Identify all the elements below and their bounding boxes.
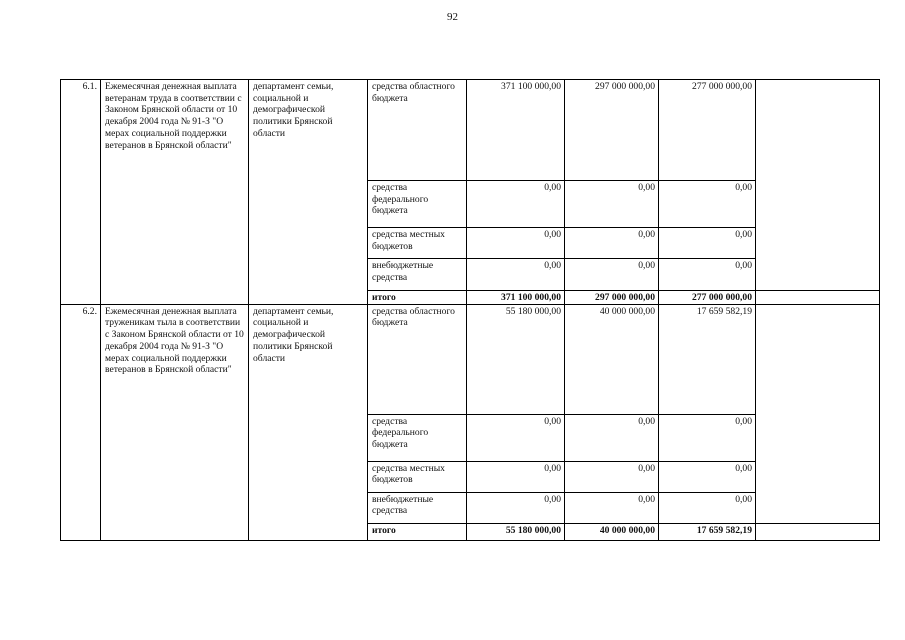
table-row: [61, 80, 880, 181]
funding-source: средства областного бюджета: [368, 80, 467, 181]
funding-source: средства местных бюджетов: [368, 228, 467, 259]
total-amount-cell: 297 000 000,00: [565, 291, 659, 305]
item-number: 6.1.: [61, 80, 101, 305]
amount-cell: 0,00: [467, 259, 565, 291]
amount-cell: 0,00: [565, 414, 659, 461]
item-description: Ежемесячная денежная выплата труженикам тыла в соответствии с Законом Брянской области от 10 декабря 2004 года № 91-З "О мерах социальной поддержки ветеранов в Брянской области": [101, 304, 249, 540]
amount-cell: 0,00: [659, 492, 756, 523]
amount-cell: 40 000 000,00: [565, 304, 659, 414]
empty-cell: [756, 523, 880, 540]
amount-cell: 0,00: [467, 461, 565, 492]
empty-cell: [756, 304, 880, 523]
funding-source-total: итого: [368, 523, 467, 540]
funding-source: средства федерального бюджета: [368, 414, 467, 461]
amount-cell: 0,00: [565, 228, 659, 259]
amount-cell: 371 100 000,00: [467, 80, 565, 181]
empty-cell: [756, 291, 880, 305]
amount-cell: 0,00: [659, 461, 756, 492]
item-executor: департамент семьи, социальной и демографической политики Брянской области: [249, 304, 368, 540]
total-amount-cell: 17 659 582,19: [659, 523, 756, 540]
funding-source: средства областного бюджета: [368, 304, 467, 414]
page-number: 92: [447, 11, 458, 23]
funding-table: [60, 79, 880, 541]
amount-cell: 0,00: [565, 492, 659, 523]
total-amount-cell: 40 000 000,00: [565, 523, 659, 540]
empty-cell: [756, 80, 880, 291]
amount-cell: 0,00: [467, 228, 565, 259]
amount-cell: 0,00: [565, 181, 659, 228]
amount-cell: 277 000 000,00: [659, 80, 756, 181]
amount-cell: 0,00: [467, 181, 565, 228]
total-amount-cell: 277 000 000,00: [659, 291, 756, 305]
funding-source: средства местных бюджетов: [368, 461, 467, 492]
amount-cell: 0,00: [565, 461, 659, 492]
funding-source: средства федерального бюджета: [368, 181, 467, 228]
item-executor: департамент семьи, социальной и демографической политики Брянской области: [249, 80, 368, 305]
amount-cell: 55 180 000,00: [467, 304, 565, 414]
amount-cell: 0,00: [659, 181, 756, 228]
amount-cell: 0,00: [659, 414, 756, 461]
total-amount-cell: 371 100 000,00: [467, 291, 565, 305]
item-description: Ежемесячная денежная выплата ветеранам труда в соответствии с Законом Брянской области от 10 декабря 2004 года № 91-З "О мерах социальной поддержки ветеранов в Брянской области": [101, 80, 249, 305]
amount-cell: 0,00: [467, 492, 565, 523]
funding-source: внебюджетные средства: [368, 492, 467, 523]
funding-source-total: итого: [368, 291, 467, 305]
amount-cell: 17 659 582,19: [659, 304, 756, 414]
amount-cell: 0,00: [659, 259, 756, 291]
amount-cell: 297 000 000,00: [565, 80, 659, 181]
amount-cell: 0,00: [467, 414, 565, 461]
table-row: [61, 304, 880, 414]
amount-cell: 0,00: [565, 259, 659, 291]
item-number: 6.2.: [61, 304, 101, 540]
funding-source: внебюджетные средства: [368, 259, 467, 291]
total-amount-cell: 55 180 000,00: [467, 523, 565, 540]
amount-cell: 0,00: [659, 228, 756, 259]
